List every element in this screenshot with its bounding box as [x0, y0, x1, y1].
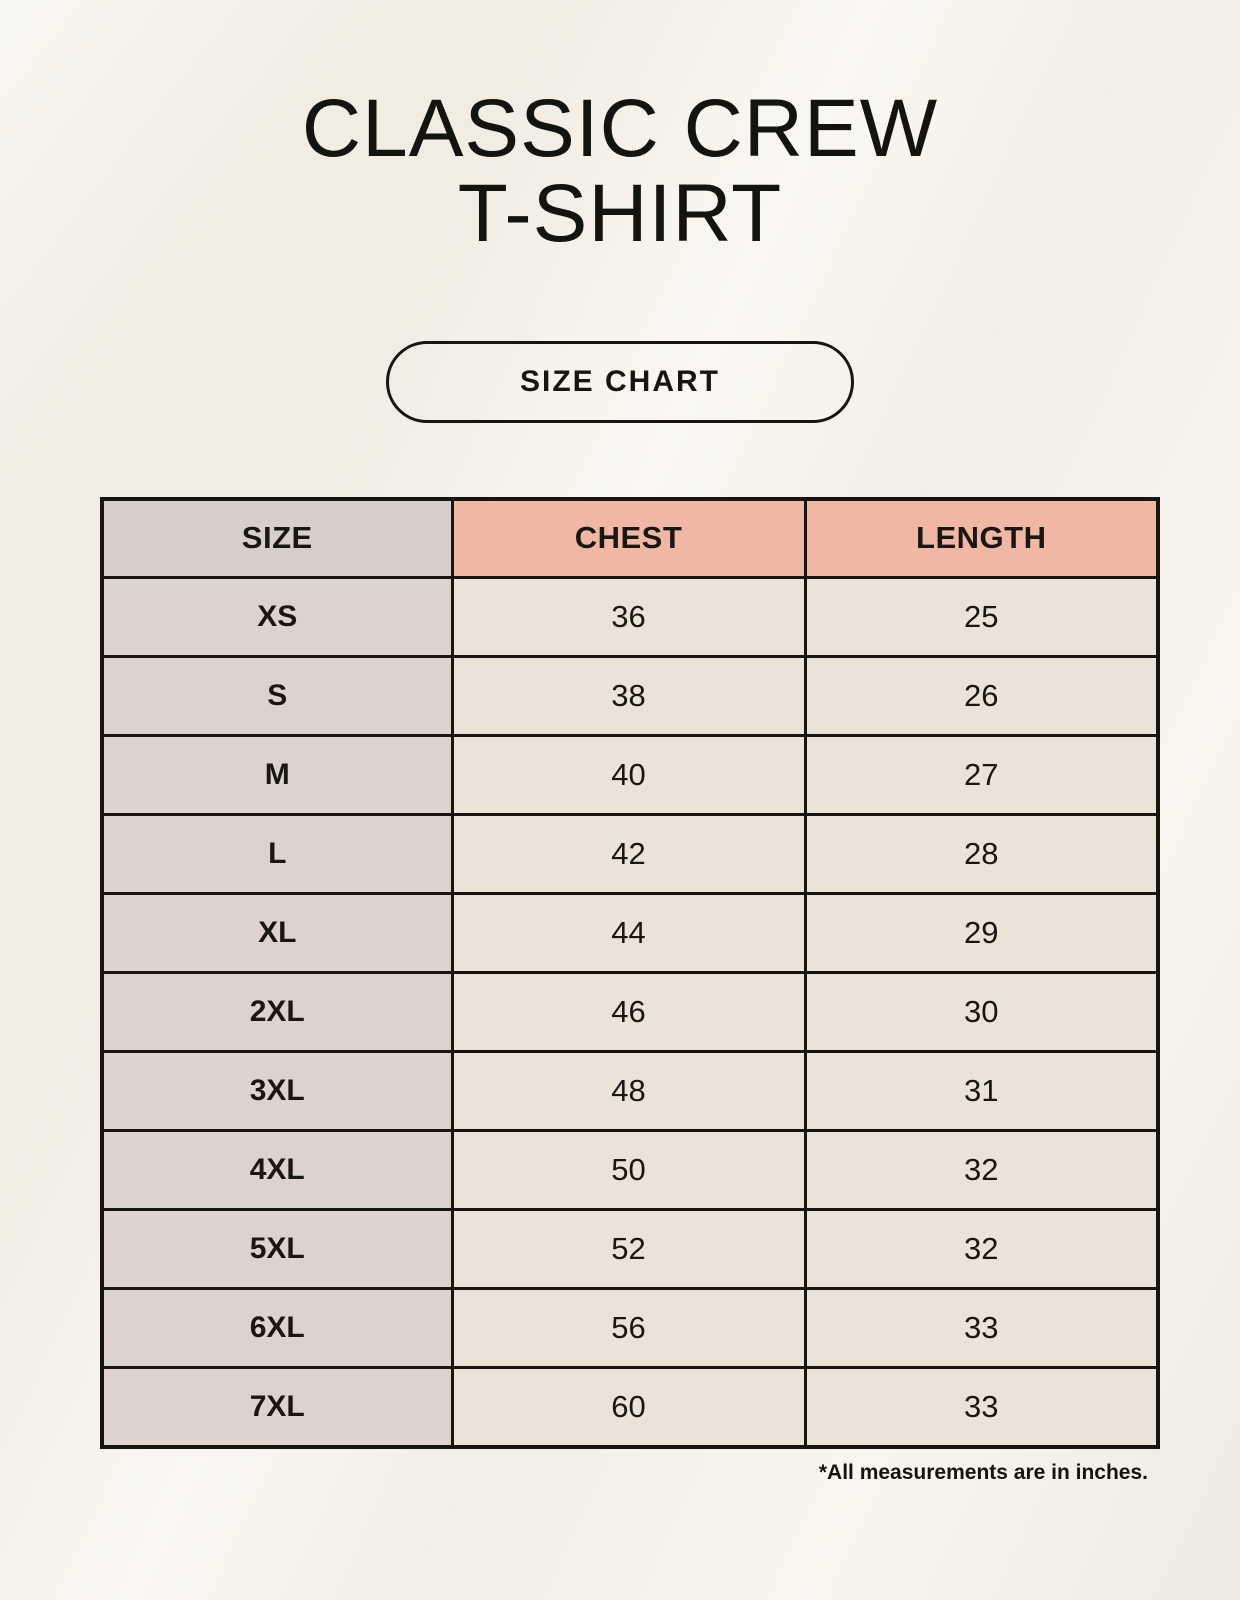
- table-header-row: [102, 499, 1158, 578]
- chest-cell: 48: [452, 1052, 805, 1131]
- length-cell: 26: [805, 657, 1158, 736]
- chest-cell: 52: [452, 1210, 805, 1289]
- table-row: [102, 1289, 1158, 1368]
- table-row: [102, 815, 1158, 894]
- length-cell: 27: [805, 736, 1158, 815]
- length-cell: 28: [805, 815, 1158, 894]
- size-cell: 2XL: [102, 973, 452, 1052]
- size-chart-button[interactable]: SIZE CHART: [386, 341, 854, 423]
- chest-cell: 40: [452, 736, 805, 815]
- size-chart-button-wrap: [0, 341, 1240, 423]
- size-cell: XS: [102, 578, 452, 657]
- table-row: [102, 657, 1158, 736]
- size-chart-table-body: [102, 578, 1158, 1447]
- size-cell: S: [102, 657, 452, 736]
- size-cell: 4XL: [102, 1131, 452, 1210]
- length-cell: 29: [805, 894, 1158, 973]
- size-chart-table: [100, 497, 1160, 1449]
- chest-cell: 56: [452, 1289, 805, 1368]
- chest-cell: 46: [452, 973, 805, 1052]
- header-chest: CHEST: [452, 499, 805, 578]
- table-row: [102, 578, 1158, 657]
- table-row: [102, 1052, 1158, 1131]
- table-row: [102, 894, 1158, 973]
- chest-cell: 60: [452, 1368, 805, 1447]
- chest-cell: 38: [452, 657, 805, 736]
- size-cell: 6XL: [102, 1289, 452, 1368]
- size-cell: 7XL: [102, 1368, 452, 1447]
- length-cell: 32: [805, 1131, 1158, 1210]
- size-cell: M: [102, 736, 452, 815]
- length-cell: 31: [805, 1052, 1158, 1131]
- length-cell: 33: [805, 1368, 1158, 1447]
- size-cell: 5XL: [102, 1210, 452, 1289]
- length-cell: 30: [805, 973, 1158, 1052]
- chest-cell: 44: [452, 894, 805, 973]
- length-cell: 33: [805, 1289, 1158, 1368]
- measurements-footnote: *All measurements are in inches.: [818, 1460, 1148, 1484]
- table-row: [102, 1131, 1158, 1210]
- size-cell: 3XL: [102, 1052, 452, 1131]
- chest-cell: 36: [452, 578, 805, 657]
- table-row: [102, 973, 1158, 1052]
- header-size: SIZE: [102, 499, 452, 578]
- page-title-line2: T-SHIRT: [457, 168, 783, 260]
- size-chart-table-wrap: [100, 497, 1156, 1449]
- page-title: [0, 0, 1240, 260]
- size-cell: XL: [102, 894, 452, 973]
- page-title-line1: CLASSIC CREW: [301, 83, 939, 174]
- chest-cell: 42: [452, 815, 805, 894]
- chest-cell: 50: [452, 1131, 805, 1210]
- table-row: [102, 1368, 1158, 1447]
- length-cell: 25: [805, 578, 1158, 657]
- length-cell: 32: [805, 1210, 1158, 1289]
- header-length: LENGTH: [805, 499, 1158, 578]
- size-cell: L: [102, 815, 452, 894]
- table-row: [102, 1210, 1158, 1289]
- table-row: [102, 736, 1158, 815]
